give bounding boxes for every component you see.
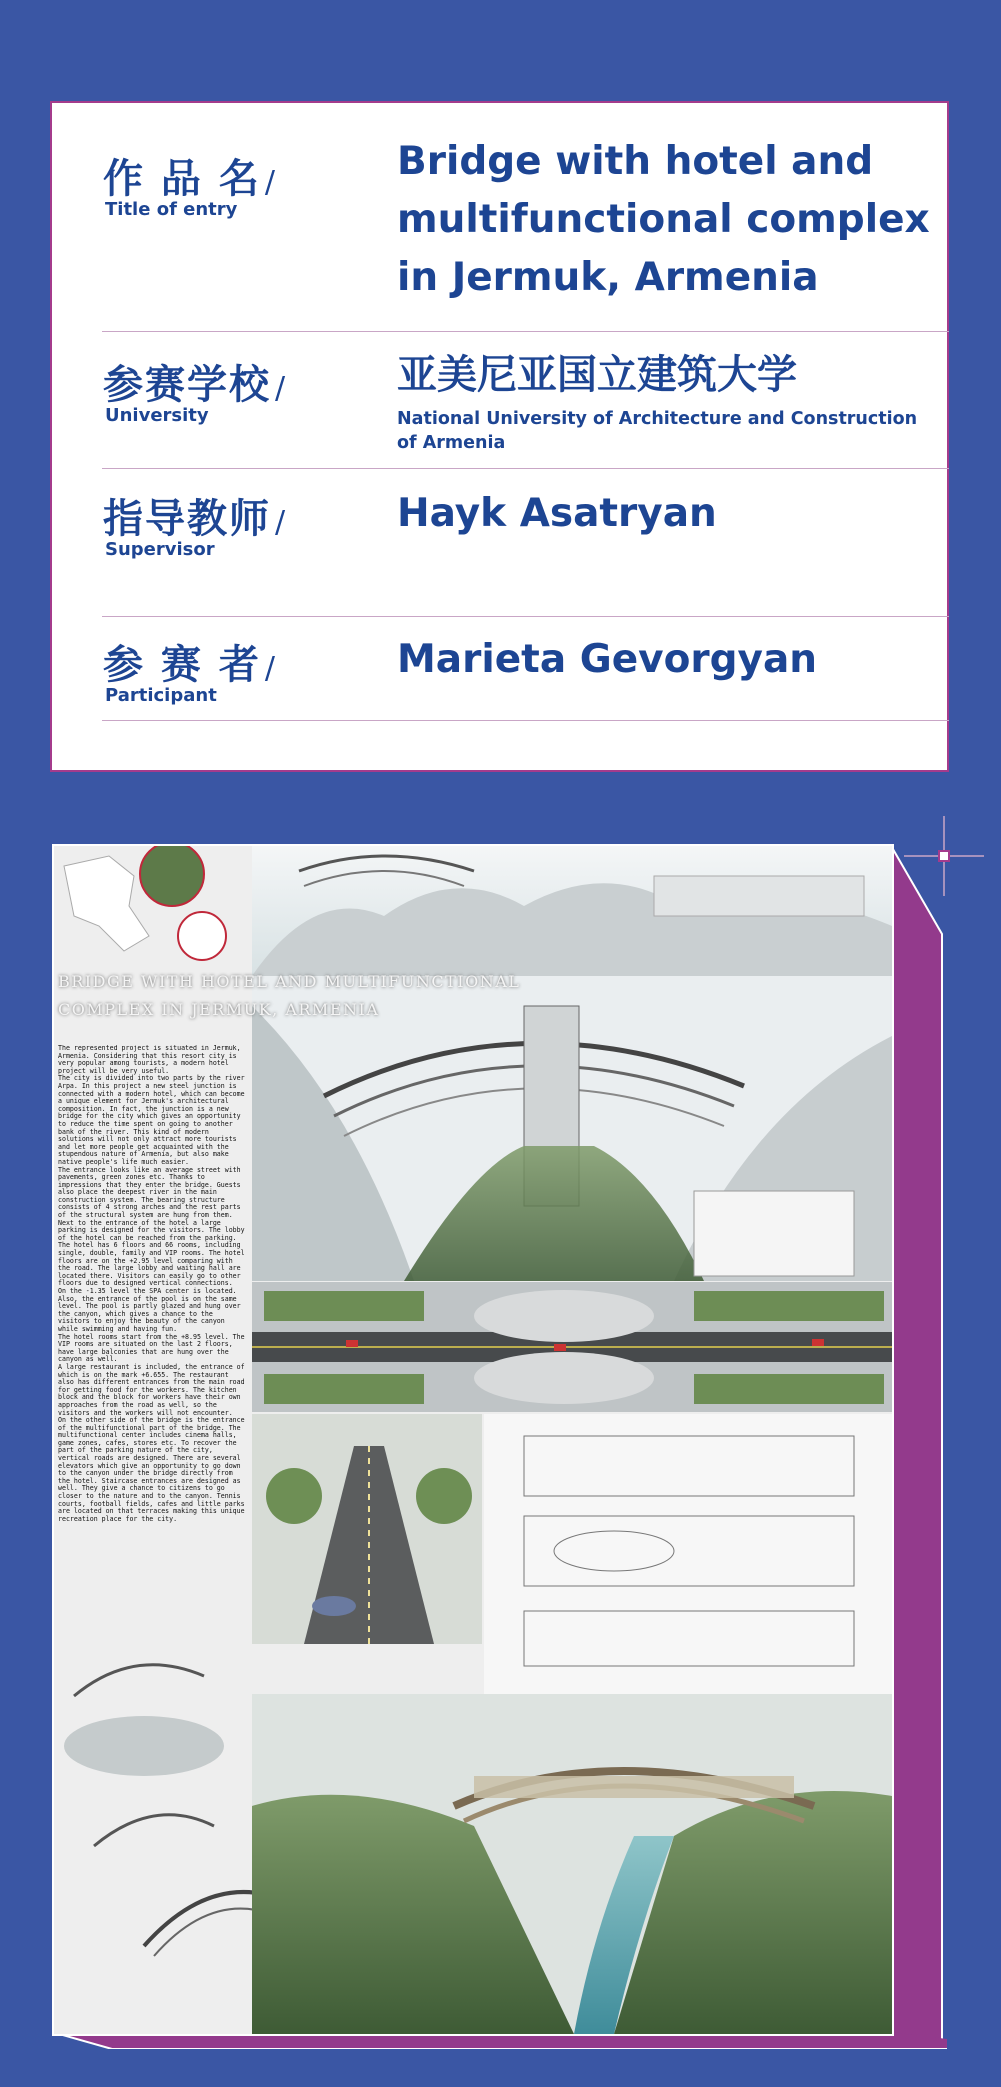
entry-info-card (50, 101, 949, 772)
title-label-en: Title of entry (105, 199, 238, 220)
poster-side-prism (890, 844, 952, 2039)
poster-title-line: COMPLEX IN JERMUK, ARMENIA (58, 1000, 380, 1019)
poster-title-line: BRIDGE WITH HOTEL AND MULTIFUNCTIONAL (58, 972, 521, 991)
entry-title-line: multifunctional complex (397, 197, 930, 242)
participant-label-cn: 参 赛 者 / (103, 642, 277, 688)
poster-paragraph: On the -1.35 level the SPA center is located. Also, the entrance of the pool is on the same level. The pool is partly glazed and hung over the canyon, which gives a chance to the visitors to enjoy the beauty of the canyon while swimming and having fun. (58, 1287, 241, 1333)
poster-frame (52, 844, 952, 2039)
poster-paragraph: The represented project is situated in Jermuk, Armenia. Considering that this resort city is very popular among tourists, a modern hotel project will be very useful. (58, 1045, 241, 1075)
entry-title (397, 133, 930, 307)
university-label-cn: 参赛学校 / (103, 362, 288, 408)
entry-title-line: in Jermuk, Armenia (397, 255, 819, 300)
university-cn: 亚美尼亚国立建筑大学 (397, 352, 797, 398)
supervisor-name: Hayk Asatryan (397, 491, 717, 536)
divider (102, 616, 949, 617)
supervisor-label-cn: 指导教师 / (103, 496, 288, 542)
poster-paragraph: On the other side of the bridge is the entrance of the multifunctional part of the bridge. The multifunctional center includes cinema halls, game zones, cafes, stores etc. To recover the part of the parking nature of the city, vertical roads are designed. There are several elevators which give an opportunity to go down to the canyon under the bridge directly from the hotel. Staircase entrances are designed as well. They give a chance to citizens to go closer to the nature and to the canyon. Tennis courts, football fields, cafes and little parks are located on that terraces making this unique recreation place for the city. (58, 1416, 245, 1523)
poster-paragraph: The entrance looks like an average street with pavements, green zones etc. Thanks to impressions that they enter the bridge. Guests also place the deepest river in the main construction system. The bearing structure consists of 4 strong arches and the rest parts of the structural system are hung from them. Next to the entrance of the hotel a large parking is designed for the visitors. The lobby of the hotel can be reached from the parking. (58, 1165, 245, 1242)
divider (102, 720, 949, 721)
university-en-line: National University of Architecture and Construction (397, 409, 918, 429)
participant-label-en: Participant (105, 685, 217, 706)
poster-paragraph: The hotel has 6 floors and 66 rooms, including single, double, family and VIP rooms. The hotel floors are on the +2.95 level comparing with the road. The large lobby and waiting hall are located there. Visitors can easily go to other floors due to designed vertical connections. (58, 1241, 245, 1288)
divider (102, 468, 949, 469)
entry-title-line: Bridge with hotel and (397, 139, 874, 184)
poster (52, 844, 894, 2036)
poster-paragraph: A large restaurant is included, the entrance of which is on the mark +6.655. The restaurant also has different entrances from the main road for getting food for the workers. The kitchen block and the block for workers have their own approaches from the road as well, so the visitors and the workers will not encounter. (58, 1362, 245, 1417)
university-en-line: of Armenia (397, 433, 506, 453)
participant-name: Marieta Gevorgyan (397, 637, 818, 682)
poster-title (58, 968, 598, 1024)
title-label-cn: 作 品 名 / (103, 156, 277, 202)
university-en (397, 407, 917, 455)
divider (102, 331, 949, 332)
university-label-en: University (105, 405, 209, 426)
poster-description (58, 1045, 248, 1615)
poster-paragraph: The hotel rooms start from the +8.95 level. The VIP rooms are situated on the last 2 floors, have large balconies that are hung over the canyon as well. (58, 1332, 245, 1364)
poster-paragraph: The city is divided into two parts by the river Arpa. In this project a new steel junction is connected with a modern hotel, which can become a unique element for Jermuk's architectural composition. In fact, the junction is a new bridge for the city which gives an opportunity to reduce the time spent on going to another bank of the river. This kind of modern solutions will not only attract more tourists and let more people get acquainted with the stupendous nature of Armenia, but also make native people's life much easier. (58, 1074, 245, 1166)
supervisor-label-en: Supervisor (105, 539, 215, 560)
